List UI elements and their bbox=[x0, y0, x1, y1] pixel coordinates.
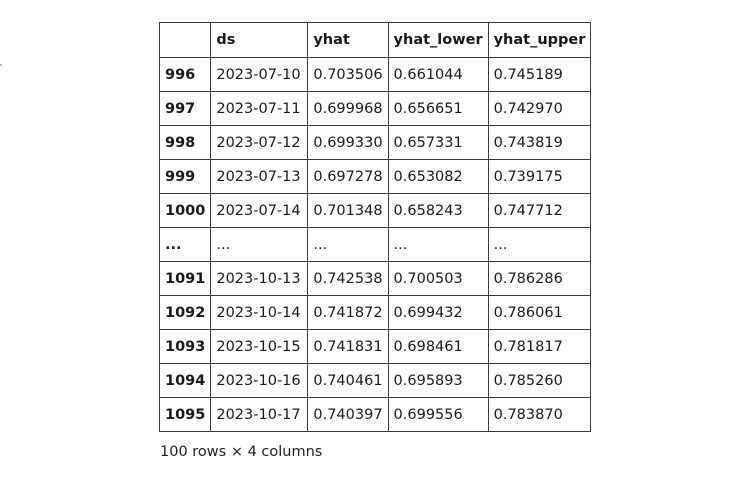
cell-ds: ... bbox=[211, 228, 308, 262]
row-index: 1092 bbox=[160, 296, 211, 330]
cell-yhat: 0.703506 bbox=[308, 58, 388, 92]
cell-yhat: 0.740397 bbox=[308, 398, 388, 432]
cell-yhat-lower: 0.658243 bbox=[388, 194, 488, 228]
cell-yhat: 0.741831 bbox=[308, 330, 388, 364]
cell-yhat-lower: 0.656651 bbox=[388, 92, 488, 126]
cell-ds: 2023-10-14 bbox=[211, 296, 308, 330]
cell-yhat: ... bbox=[308, 228, 388, 262]
cell-ds: 2023-07-10 bbox=[211, 58, 308, 92]
cell-ds: 2023-07-12 bbox=[211, 126, 308, 160]
cell-ds: 2023-10-17 bbox=[211, 398, 308, 432]
cell-ds: 2023-07-11 bbox=[211, 92, 308, 126]
cell-yhat-lower: 0.699432 bbox=[388, 296, 488, 330]
cell-yhat-upper: 0.747712 bbox=[488, 194, 591, 228]
row-index: 997 bbox=[160, 92, 211, 126]
cell-yhat-upper: 0.739175 bbox=[488, 160, 591, 194]
cell-ds: 2023-10-16 bbox=[211, 364, 308, 398]
index-header bbox=[160, 23, 211, 58]
cell-yhat-upper: 0.781817 bbox=[488, 330, 591, 364]
cell-yhat-upper: 0.783870 bbox=[488, 398, 591, 432]
cell-yhat-lower: 0.699556 bbox=[388, 398, 488, 432]
table-row bbox=[160, 296, 591, 330]
row-index: 1095 bbox=[160, 398, 211, 432]
cell-ds: 2023-10-13 bbox=[211, 262, 308, 296]
dataframe-table bbox=[159, 22, 591, 432]
cell-yhat: 0.697278 bbox=[308, 160, 388, 194]
column-header-yhat-upper: yhat_upper bbox=[488, 23, 591, 58]
table-row bbox=[160, 364, 591, 398]
table-row bbox=[160, 262, 591, 296]
cell-ds: 2023-07-13 bbox=[211, 160, 308, 194]
table-header bbox=[160, 23, 591, 58]
column-header-yhat-lower: yhat_lower bbox=[388, 23, 488, 58]
cell-yhat: 0.741872 bbox=[308, 296, 388, 330]
column-header-ds: ds bbox=[211, 23, 308, 58]
cell-ds: 2023-07-14 bbox=[211, 194, 308, 228]
column-header-yhat: yhat bbox=[308, 23, 388, 58]
cell-yhat-upper: 0.786061 bbox=[488, 296, 591, 330]
row-index: 1000 bbox=[160, 194, 211, 228]
row-index: 998 bbox=[160, 126, 211, 160]
cell-yhat-lower: 0.661044 bbox=[388, 58, 488, 92]
cell-yhat: 0.742538 bbox=[308, 262, 388, 296]
edge-artifact bbox=[0, 64, 2, 66]
row-index: 999 bbox=[160, 160, 211, 194]
table-row bbox=[160, 126, 591, 160]
cell-yhat-lower: ... bbox=[388, 228, 488, 262]
row-index: ... bbox=[160, 228, 211, 262]
cell-yhat-upper: 0.745189 bbox=[488, 58, 591, 92]
cell-yhat-upper: 0.743819 bbox=[488, 126, 591, 160]
cell-yhat: 0.699968 bbox=[308, 92, 388, 126]
row-index: 1093 bbox=[160, 330, 211, 364]
cell-yhat-upper: ... bbox=[488, 228, 591, 262]
cell-yhat-lower: 0.657331 bbox=[388, 126, 488, 160]
row-index: 996 bbox=[160, 58, 211, 92]
table-row bbox=[160, 194, 591, 228]
cell-yhat-lower: 0.695893 bbox=[388, 364, 488, 398]
table-row bbox=[160, 92, 591, 126]
cell-yhat-upper: 0.785260 bbox=[488, 364, 591, 398]
cell-yhat-lower: 0.698461 bbox=[388, 330, 488, 364]
cell-yhat-lower: 0.653082 bbox=[388, 160, 488, 194]
cell-yhat-upper: 0.786286 bbox=[488, 262, 591, 296]
ellipsis-row bbox=[160, 228, 591, 262]
cell-yhat-upper: 0.742970 bbox=[488, 92, 591, 126]
cell-yhat: 0.740461 bbox=[308, 364, 388, 398]
cell-yhat: 0.699330 bbox=[308, 126, 388, 160]
table-row bbox=[160, 160, 591, 194]
cell-ds: 2023-10-15 bbox=[211, 330, 308, 364]
cell-yhat: 0.701348 bbox=[308, 194, 388, 228]
row-index: 1091 bbox=[160, 262, 211, 296]
table-row bbox=[160, 58, 591, 92]
dataframe-shape-note: 100 rows × 4 columns bbox=[160, 444, 323, 460]
table-row bbox=[160, 330, 591, 364]
header-row bbox=[160, 23, 591, 58]
table-body bbox=[160, 58, 591, 432]
table-row bbox=[160, 398, 591, 432]
cell-yhat-lower: 0.700503 bbox=[388, 262, 488, 296]
row-index: 1094 bbox=[160, 364, 211, 398]
